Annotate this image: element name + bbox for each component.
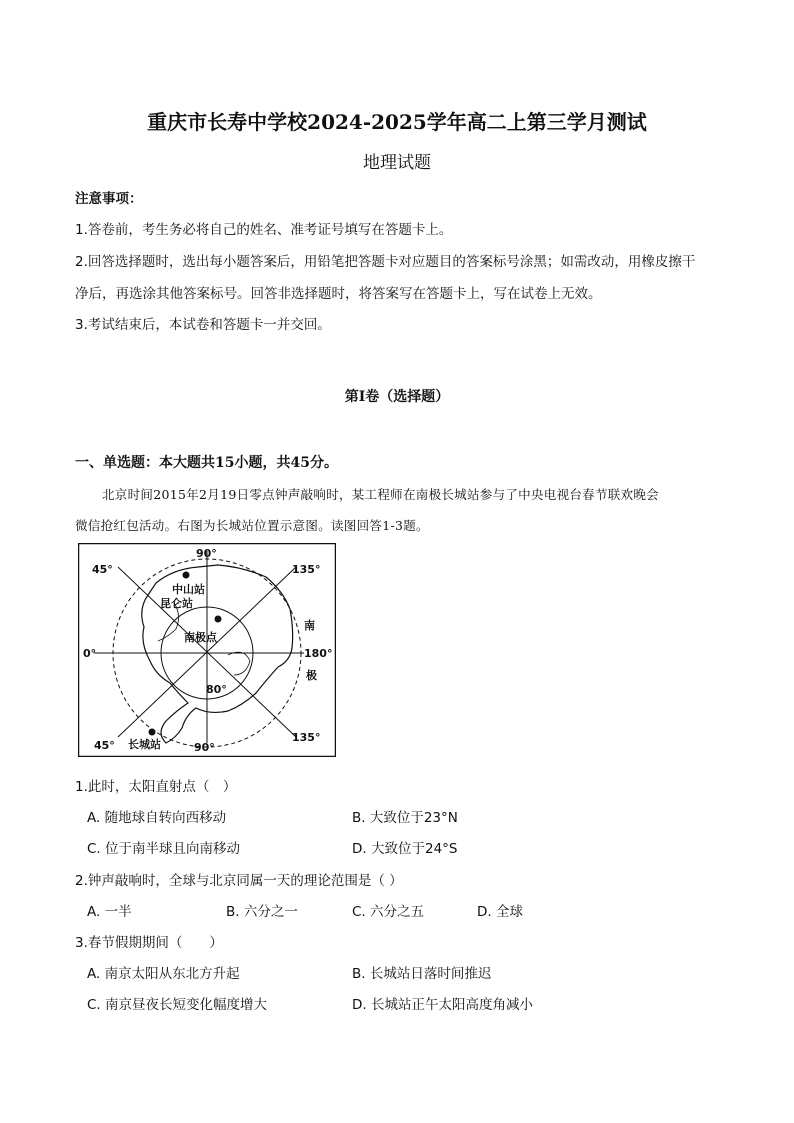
question-3-option-a[interactable]: A. 南京太阳从东北方升起 [87, 966, 240, 982]
page-subtitle: 地理试题 [363, 153, 431, 173]
question-2-stem: 2.钟声敲响时，全球与北京同属一天的理论范围是（ ） [75, 873, 403, 889]
kunlun-station-dot [215, 616, 222, 623]
notice-item: 1.答卷前，考生务必将自己的姓名、准考证号填写在答题卡上。 [75, 222, 453, 238]
label-80: 80° [206, 683, 227, 696]
intro-text: 微信抢红包活动。右图为长城站位置示意图。读图回答1-3题。 [75, 518, 429, 533]
question-2-option-d[interactable]: D. 全球 [477, 904, 523, 920]
question-1-option-c[interactable]: C. 位于南半球且向南移动 [87, 841, 241, 857]
part-heading: 一、单选题：本大题共15小题，共45分。 [75, 455, 338, 471]
label-90-top: 90° [196, 547, 217, 560]
label-kunlun: 昆仑站 [160, 597, 193, 610]
question-1-stem: 1.此时，太阳直射点（ ） [75, 779, 237, 795]
label-nan: 南 [304, 619, 315, 632]
notice-item: 净后，再选涂其他答案标号。回答非选择题时，将答案写在答题卡上，写在试卷上无效。 [75, 286, 602, 302]
label-90-bottom: 90° [194, 741, 215, 754]
question-3-option-d[interactable]: D. 长城站正午太阳高度角减小 [352, 997, 533, 1013]
section-title: 第Ⅰ卷（选择题） [344, 389, 450, 405]
notice-item: 3.考试结束后，本试卷和答题卡一并交回。 [75, 317, 331, 333]
page-title: 重庆市长寿中学校2024-2025学年高二上第三学月测试 [147, 110, 647, 134]
label-changcheng: 长城站 [128, 738, 161, 751]
question-3-option-c[interactable]: C. 南京昼夜长短变化幅度增大 [87, 997, 268, 1013]
intro-text: 北京时间2015年2月19日零点钟声敲响时，某工程师在南极长城站参与了中央电视台春节联欢晚会 [102, 487, 659, 502]
question-1-option-b[interactable]: B. 大致位于23°N [352, 810, 458, 826]
changcheng-station-dot [149, 729, 156, 736]
question-3-option-b[interactable]: B. 长城站日落时间推迟 [352, 966, 492, 982]
question-3-stem: 3.春节假期期间（ ） [75, 935, 223, 951]
label-45-top: 45° [92, 563, 113, 576]
label-135-bottom: 135° [292, 731, 321, 744]
question-2-option-b[interactable]: B. 六分之一 [226, 904, 298, 920]
label-south-pole: 南极点 [184, 631, 217, 644]
antarctica-map-figure [78, 543, 336, 757]
label-45-bottom: 45° [94, 739, 115, 752]
label-180: 180° [304, 647, 333, 660]
label-135-top: 135° [292, 563, 321, 576]
label-zhongshan: 中山站 [172, 583, 205, 596]
question-2-option-c[interactable]: C. 六分之五 [352, 904, 425, 920]
question-2-option-a[interactable]: A. 一半 [87, 904, 132, 920]
question-1-option-a[interactable]: A. 随地球自转向西移动 [87, 810, 227, 826]
notice-item: 2.回答选择题时，选出每小题答案后，用铅笔把答题卡对应题目的答案标号涂黑；如需改动，用橡皮擦干 [75, 254, 696, 270]
label-ji: 极 [306, 669, 317, 682]
question-1-option-d[interactable]: D. 大致位于24°S [352, 841, 458, 857]
zhongshan-station-dot [183, 572, 190, 579]
notice-heading: 注意事项： [75, 191, 143, 207]
label-0: 0° [83, 647, 97, 660]
